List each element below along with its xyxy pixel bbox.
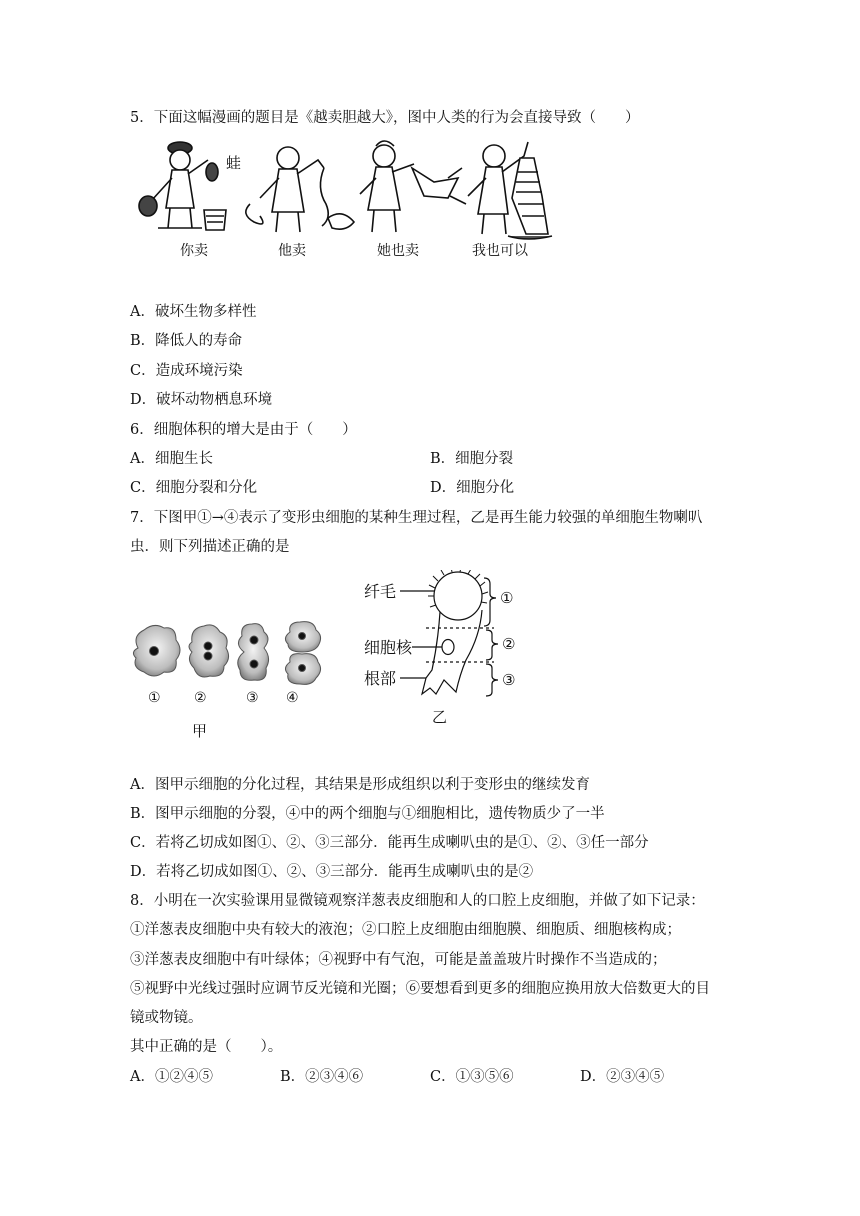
yi-brace-1: [484, 578, 496, 626]
q8-line-1: 8．小明在一次实验课用显微镜观察洋葱表皮细胞和人的口腔上皮细胞，并做了如下记录：: [130, 893, 705, 909]
jia-caption: 甲: [192, 722, 208, 740]
q5-option-d: D．破坏动物栖息环境: [130, 392, 273, 408]
yi-brace-2: [486, 630, 498, 660]
amoeba-nucleus-2b: [204, 652, 212, 660]
cartoon-frog-label: 蛙: [226, 154, 242, 172]
jia-number-2: ②: [194, 690, 207, 706]
cartoon-man-1: [139, 142, 226, 230]
q5-stem: 5．下面这幅漫画的题目是《越卖胆越大》，图中人类的行为会直接导致（ ）: [130, 110, 640, 126]
cartoon-caption-1: 你卖: [180, 243, 208, 259]
yi-part-2: ②: [502, 635, 516, 653]
amoeba-nucleus-3a: [250, 636, 258, 644]
amoeba-nucleus-2a: [204, 642, 212, 650]
q5-option-c: C．造成环境污染: [130, 363, 243, 379]
yi-label-cilia: 纤毛: [364, 582, 397, 601]
q8-line-4: ⑤视野中光线过强时应调节反光镜和光圈；⑥要想看到更多的细胞应换用放大倍数更大的目: [130, 981, 710, 997]
q8-line-3: ③洋葱表皮细胞中有叶绿体；④视野中有气泡，可能是盖盖玻片时操作不当造成的；: [130, 952, 667, 968]
q7-option-b: B．图甲示细胞的分裂，④中的两个细胞与①细胞相比，遗传物质少了一半: [130, 806, 605, 822]
q8-option-a: A．①②④⑤: [130, 1069, 213, 1085]
yi-part-3: ③: [502, 671, 516, 689]
jia-number-1: ①: [148, 690, 161, 706]
q7-figure-jia: [128, 618, 338, 743]
amoeba-nucleus-4b: [299, 665, 306, 672]
amoeba-nucleus-3b: [250, 660, 258, 668]
q8-line-5: 镜或物镜。: [130, 1010, 203, 1026]
q7-figure-yi: [364, 570, 534, 730]
amoeba-nucleus-1: [150, 647, 159, 656]
q6-option-a: A．细胞生长: [130, 451, 213, 467]
q7-stem-line1: 7．下图甲①→④表示了变形虫细胞的某种生理过程，乙是再生能力较强的单细胞生物喇叭: [130, 510, 703, 526]
q7-option-d: D．若将乙切成如图①、②、③三部分．能再生成喇叭虫的是②: [130, 864, 534, 880]
q5-option-b: B．降低人的寿命: [130, 333, 243, 349]
q8-option-c: C．①③⑤⑥: [430, 1069, 514, 1085]
yi-head: [434, 572, 482, 620]
q8-option-b: B．②③④⑥: [280, 1069, 364, 1085]
q6-option-d: D．细胞分化: [430, 480, 515, 496]
yi-nucleus: [442, 640, 454, 655]
q5-cartoon: [128, 138, 558, 262]
jia-number-3: ③: [246, 690, 259, 706]
cartoon-man-2: [246, 147, 354, 232]
yi-brace-3: [486, 664, 498, 696]
q6-option-c: C．细胞分裂和分化: [130, 480, 258, 496]
q7-option-c: C．若将乙切成如图①、②、③三部分．能再生成喇叭虫的是①、②、③任一部分: [130, 835, 649, 851]
amoeba-cell-2: [189, 625, 229, 677]
yi-label-root: 根部: [364, 669, 397, 688]
q7-option-a: A．图甲示细胞的分化过程，其结果是形成组织以利于变形虫的继续发育: [130, 777, 590, 793]
q6-option-b: B．细胞分裂: [430, 451, 514, 467]
q7-stem-line2: 虫．则下列描述正确的是: [130, 539, 290, 555]
cartoon-caption-2: 他卖: [278, 243, 306, 259]
cartoon-man-4: [468, 142, 552, 239]
cartoon-caption-3: 她也卖: [377, 243, 419, 259]
q5-option-a: A．破坏生物多样性: [130, 304, 257, 320]
yi-part-1: ①: [500, 589, 514, 607]
q6-stem: 6．细胞体积的增大是由于（ ）: [130, 422, 357, 438]
q8-line-2: ①洋葱表皮细胞中央有较大的液泡；②口腔上皮细胞由细胞膜、细胞质、细胞核构成；: [130, 922, 681, 938]
amoeba-cell-3: [238, 624, 269, 681]
jia-number-4: ④: [286, 690, 299, 706]
yi-caption: 乙: [432, 708, 448, 726]
cartoon-caption-4: 我也可以: [472, 243, 528, 259]
q8-option-d: D．②③④⑤: [580, 1069, 665, 1085]
q8-question: 其中正确的是（ ）。: [130, 1039, 283, 1055]
amoeba-nucleus-4a: [299, 633, 306, 640]
cartoon-woman-3: [360, 141, 466, 232]
yi-label-nucleus: 细胞核: [364, 638, 413, 657]
